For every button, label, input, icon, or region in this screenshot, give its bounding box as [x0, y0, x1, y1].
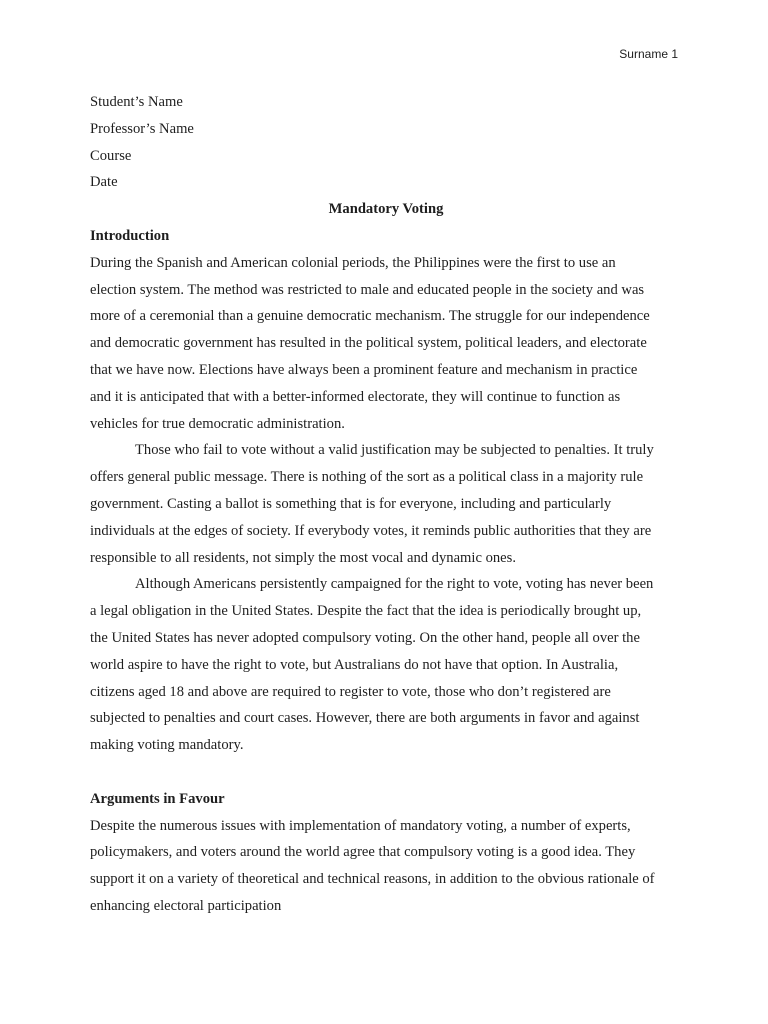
- text-line: vehicles for true democratic administration.: [90, 415, 345, 432]
- professor-name: Professor’s Name: [90, 120, 194, 137]
- text-line: government. Casting a ballot is something that is for everyone, including and particularly: [90, 495, 612, 512]
- text-line: and democratic government has resulted in the political system, political leaders, and electorate: [90, 335, 647, 352]
- text-line: more of a ceremonial than a genuine democratic mechanism. The struggle for our independence: [90, 308, 650, 325]
- blank-line: [90, 759, 682, 786]
- text-line: Although Americans persistently campaigned for the right to vote, voting has never been: [135, 576, 654, 593]
- text-line: and it is anticipated that with a better-informed electorate, they will continue to function as: [90, 388, 621, 405]
- running-head: Surname 1: [619, 47, 678, 61]
- text-line: Despite the numerous issues with implementation of mandatory voting, a number of experts,: [90, 817, 631, 834]
- text-line: responsible to all residents, not simply the most vocal and dynamic ones.: [90, 549, 516, 566]
- text-line: world aspire to have the right to vote, but Australians do not have that option. In Australia,: [90, 656, 619, 673]
- favour-paragraph-1: [90, 813, 682, 920]
- text-line: policymakers, and voters around the world agree that compulsory voting is a good idea. They: [90, 844, 636, 861]
- text-line: subjected to penalties and court cases. However, there are both arguments in favor and against: [90, 710, 640, 727]
- introduction-paragraph-3: [90, 571, 682, 759]
- text-line: enhancing electoral participation: [90, 897, 282, 914]
- text-line: making voting mandatory.: [90, 737, 244, 754]
- document-title: Mandatory Voting: [328, 201, 444, 218]
- favour-heading: Arguments in Favour: [90, 790, 225, 807]
- course-name: Course: [90, 147, 132, 164]
- text-line: support it on a variety of theoretical and technical reasons, in addition to the obvious rationale of: [90, 871, 655, 888]
- introduction-heading: Introduction: [90, 227, 170, 244]
- introduction-paragraph-1: [90, 250, 682, 438]
- text-line: the United States has never adopted compulsory voting. On the other hand, people all over the: [90, 629, 640, 646]
- text-line: During the Spanish and American colonial periods, the Philippines were the first to use an: [90, 254, 616, 271]
- text-line: offers general public message. There is nothing of the sort as a political class in a majority rule: [90, 469, 644, 486]
- text-line: citizens aged 18 and above are required to register to vote, those who don’t registered are: [90, 683, 611, 700]
- document-body: [90, 89, 682, 920]
- student-name: Student’s Name: [90, 94, 183, 110]
- date-line: Date: [90, 174, 118, 191]
- text-line: election system. The method was restricted to male and educated people in the society and was: [90, 281, 645, 298]
- introduction-paragraph-2: [90, 437, 682, 571]
- text-line: that we have now. Elections have always been a prominent feature and mechanism in practice: [90, 361, 638, 378]
- text-line: Those who fail to vote without a valid justification may be subjected to penalties. It truly: [135, 442, 654, 459]
- text-line: individuals at the edges of society. If everybody votes, it reminds public authorities that they are: [90, 522, 652, 539]
- text-line: a legal obligation in the United States. Despite the fact that the idea is periodically brought up,: [90, 603, 642, 620]
